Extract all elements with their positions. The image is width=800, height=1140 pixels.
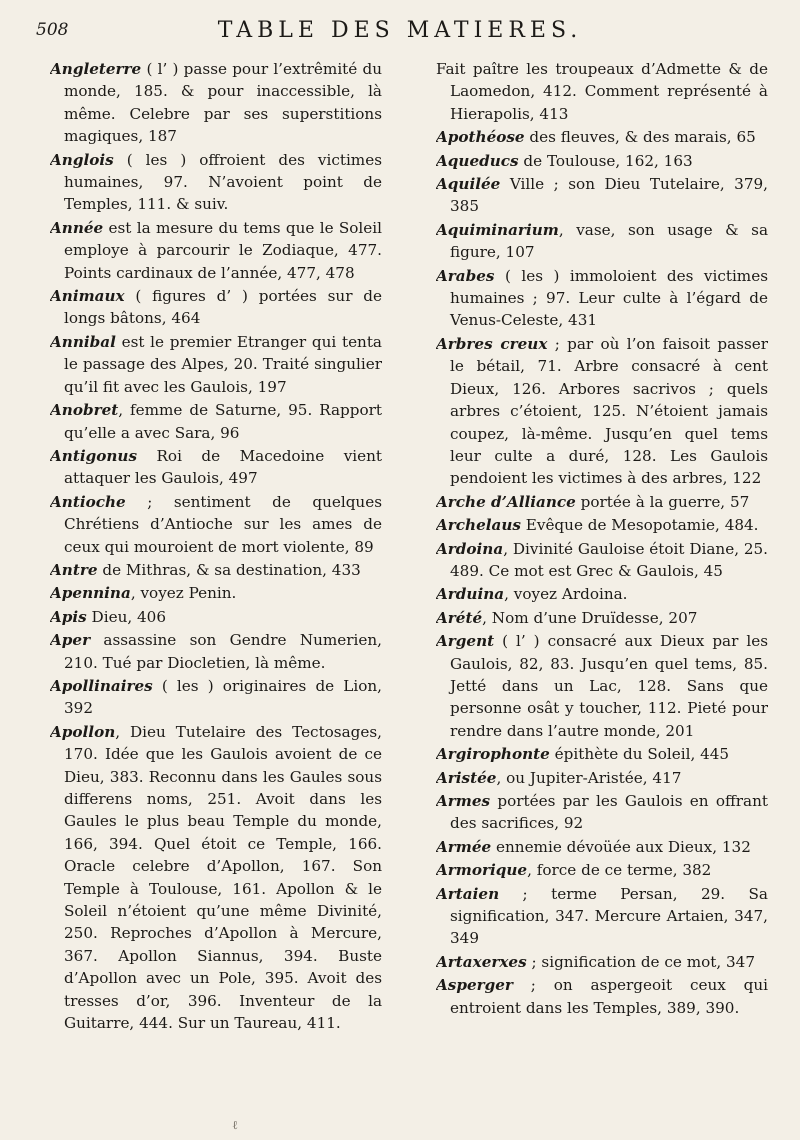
index-text: ( l’ ) passe pour l’extrêmité du monde, 185. & pour inaccessible, là même. Celebre par ses superstitions magiques, 187	[64, 60, 382, 146]
index-text: portée à la guerre, 57	[575, 492, 750, 511]
index-term: Aquiminarium	[436, 220, 559, 239]
index-term: Aristée	[436, 768, 497, 787]
index-term: Angleterre	[50, 60, 142, 78]
index-entry	[50, 445, 382, 490]
index-text: ( les ) offroient des victimes humaines, 97. N’avoient point de Temples, 111. & suiv.	[64, 150, 382, 214]
index-text: , Dieu Tutelaire des Tectosages, 170. Idée que les Gaulois avoient de ce Dieu, 383. Reconnu dans les Gaules sous differens noms, 251. Avoit dans les Gaules le plus beau Temple du monde, 166, 394. Quel étoit ce Temple, 166. Oracle celebre d’Apollon, 167. Son Temple à Toulouse, 161. Apollon & le Soleil n’étoient qu’une même Divinité, 250. Reproches d’Apollon à Mercure, 367. Apollon Siannus, 394. Buste d’Apollon avec un Pole, 395. Avoit des tresses d’or, 396. Inventeur de la Guitarre, 444. Sur un Taureau, 411.	[64, 722, 382, 1033]
index-term: Ardoina	[436, 539, 504, 558]
index-text: ; signification de ce mot, 347	[526, 952, 755, 971]
index-text: ( les ) originaires de Lion, 392	[64, 676, 382, 718]
index-entry	[50, 149, 382, 216]
index-text: assassine son Gendre Numerien, 210. Tué par Diocletien, là même.	[64, 631, 382, 672]
index-entry	[50, 675, 382, 720]
index-entry	[50, 491, 382, 558]
index-text: portées par les Gaulois en offrant des sacrifices, 92	[450, 792, 768, 833]
index-text: ; terme Persan, 29. Sa signification, 347. Mercure Artaien, 347, 349	[450, 884, 768, 948]
index-text: Fait paître les troupeaux d’Admette & de Laomedon, 412. Comment représenté à Hierapolis, 413	[436, 60, 768, 123]
index-entry	[436, 743, 768, 765]
index-entry	[436, 883, 768, 950]
index-entry	[436, 491, 768, 513]
index-term: Arabes	[436, 266, 495, 285]
index-term: Armée	[436, 837, 492, 856]
index-entry	[436, 173, 768, 218]
index-text: des fleuves, & des marais, 65	[524, 128, 756, 147]
index-term: Antigonus	[50, 446, 137, 465]
index-entry	[436, 265, 768, 332]
index-entry	[436, 126, 768, 148]
index-term: Arbres creux	[436, 334, 548, 353]
index-entry	[436, 859, 768, 881]
index-text: Evêque de Mesopotamie, 484.	[520, 516, 759, 535]
page-number: 508	[36, 20, 69, 40]
index-text: , Divinité Gauloise étoit Diane, 25. 489. Ce mot est Grec & Gaulois, 45	[450, 539, 768, 580]
index-term: Aper	[50, 631, 91, 650]
index-term: Apollon	[50, 722, 116, 741]
index-text: , force de ce terme, 382	[527, 861, 712, 880]
index-term: Artaxerxes	[436, 952, 527, 971]
index-entry	[50, 559, 382, 581]
index-text: , voyez Ardoina.	[504, 585, 628, 604]
index-entry	[436, 583, 768, 605]
index-text: ( l’ ) consacré aux Dieux par les Gaulois, 82, 83. Jusqu’en quel tems, 85. Jetté dans un Lac, 128. Sans que personne osât y toucher, 112. Pieté pour rendre dans l’autre monde, 201	[450, 632, 768, 740]
index-term: Apis	[50, 607, 87, 626]
index-entry	[436, 951, 768, 973]
index-term: Antioche	[50, 492, 126, 511]
index-entry	[50, 331, 382, 398]
running-title: TABLE DES MATIERES.	[217, 18, 583, 43]
index-term: Armorique	[436, 861, 528, 880]
index-text: , Nom d’une Druïdesse, 207	[482, 608, 698, 627]
index-term: Aqueducs	[436, 151, 519, 170]
index-entry	[436, 58, 768, 125]
index-term: Arche d’Alliance	[436, 492, 576, 511]
page-header	[30, 18, 770, 52]
index-entry	[436, 514, 768, 536]
index-text: Roi de Macedoine vient attaquer les Gaulois, 497	[64, 446, 382, 488]
index-term: Antre	[50, 560, 98, 579]
index-text: de Toulouse, 162, 163	[518, 151, 693, 170]
index-text: ; sentiment de quelques Chrétiens d’Antioche sur les ames de ceux qui mouroient de mort violente, 89	[64, 492, 382, 556]
index-term: Annibal	[50, 332, 116, 351]
index-entry	[50, 399, 382, 444]
index-column-left	[50, 58, 382, 1120]
index-term: Aquilée	[436, 175, 501, 194]
index-text: de Mithras, & sa destination, 433	[97, 560, 361, 579]
index-entry	[50, 582, 382, 604]
index-entry	[436, 836, 768, 858]
index-term: Année	[50, 218, 104, 237]
index-text: Dieu, 406	[86, 607, 167, 626]
index-term: Argirophonte	[436, 745, 550, 764]
index-text: Ville ; son Dieu Tutelaire, 379, 385	[450, 175, 768, 216]
index-term: Anobret	[50, 401, 119, 420]
index-text: ; par où l’on faisoit passer le bétail, 71. Arbre consacré à cent Dieux, 126. Arbores sacrivos ; quels arbres c’étoient, 125. N’étoient jamais coupez, là-même. Jusqu’en quel tems leur culte a duré, 128. Les Gaulois pendoient les victimes à des arbres, 122	[450, 334, 768, 488]
index-entry	[50, 217, 382, 284]
index-entry	[50, 58, 382, 148]
index-entry	[436, 333, 768, 490]
index-entry	[436, 790, 768, 835]
index-term: Armes	[436, 792, 491, 810]
index-entry	[436, 607, 768, 629]
index-term: Apennina	[50, 584, 131, 603]
index-term: Apollinaires	[50, 676, 153, 695]
index-text: , voyez Penin.	[130, 584, 237, 603]
index-term: Artaien	[436, 884, 500, 903]
index-text: épithète du Soleil, 445	[549, 745, 730, 764]
index-term: Arété	[436, 608, 483, 627]
index-text: , ou Jupiter-Aristée, 417	[496, 768, 682, 787]
index-term: Animaux	[50, 287, 125, 306]
index-term: Anglois	[50, 150, 114, 169]
index-text: , femme de Saturne, 95. Rapport qu’elle a avec Sara, 96	[64, 401, 382, 442]
index-term: Apothéose	[436, 128, 525, 147]
index-term: Archelaus	[436, 516, 521, 535]
index-entry	[436, 219, 768, 264]
index-text: ( les ) immoloient des victimes humaines ; 97. Leur culte à l’égard de Venus-Celeste, 431	[450, 266, 768, 330]
index-entry	[436, 538, 768, 583]
index-text: ; on aspergeoit ceux qui entroient dans les Temples, 389, 390.	[450, 976, 768, 1017]
index-text: ennemie dévoüée aux Dieux, 132	[491, 837, 751, 856]
index-entry	[436, 974, 768, 1019]
footer-mark: ℓ	[232, 1118, 238, 1132]
index-entry	[50, 629, 382, 674]
index-term: Asperger	[436, 976, 513, 995]
index-text: est le premier Etranger qui tenta le passage des Alpes, 20. Traité singulier qu’il fit avec les Gaulois, 197	[64, 332, 382, 396]
index-entry	[436, 150, 768, 172]
index-entry	[436, 767, 768, 789]
index-entry	[436, 630, 768, 742]
index-term: Arduina	[436, 585, 505, 604]
index-entry	[50, 285, 382, 330]
index-text: , vase, son usage & sa figure, 107	[450, 220, 768, 262]
index-entry	[50, 606, 382, 628]
index-entry	[50, 721, 382, 1035]
index-text: est la mesure du tems que le Soleil employe à parcourir le Zodiaque, 477. Points cardinaux de l’année, 477, 478	[64, 218, 382, 282]
index-text: ( figures d’ ) portées sur de longs bâtons, 464	[64, 287, 382, 328]
index-term: Argent	[436, 632, 495, 651]
index-column-right	[436, 58, 768, 1120]
